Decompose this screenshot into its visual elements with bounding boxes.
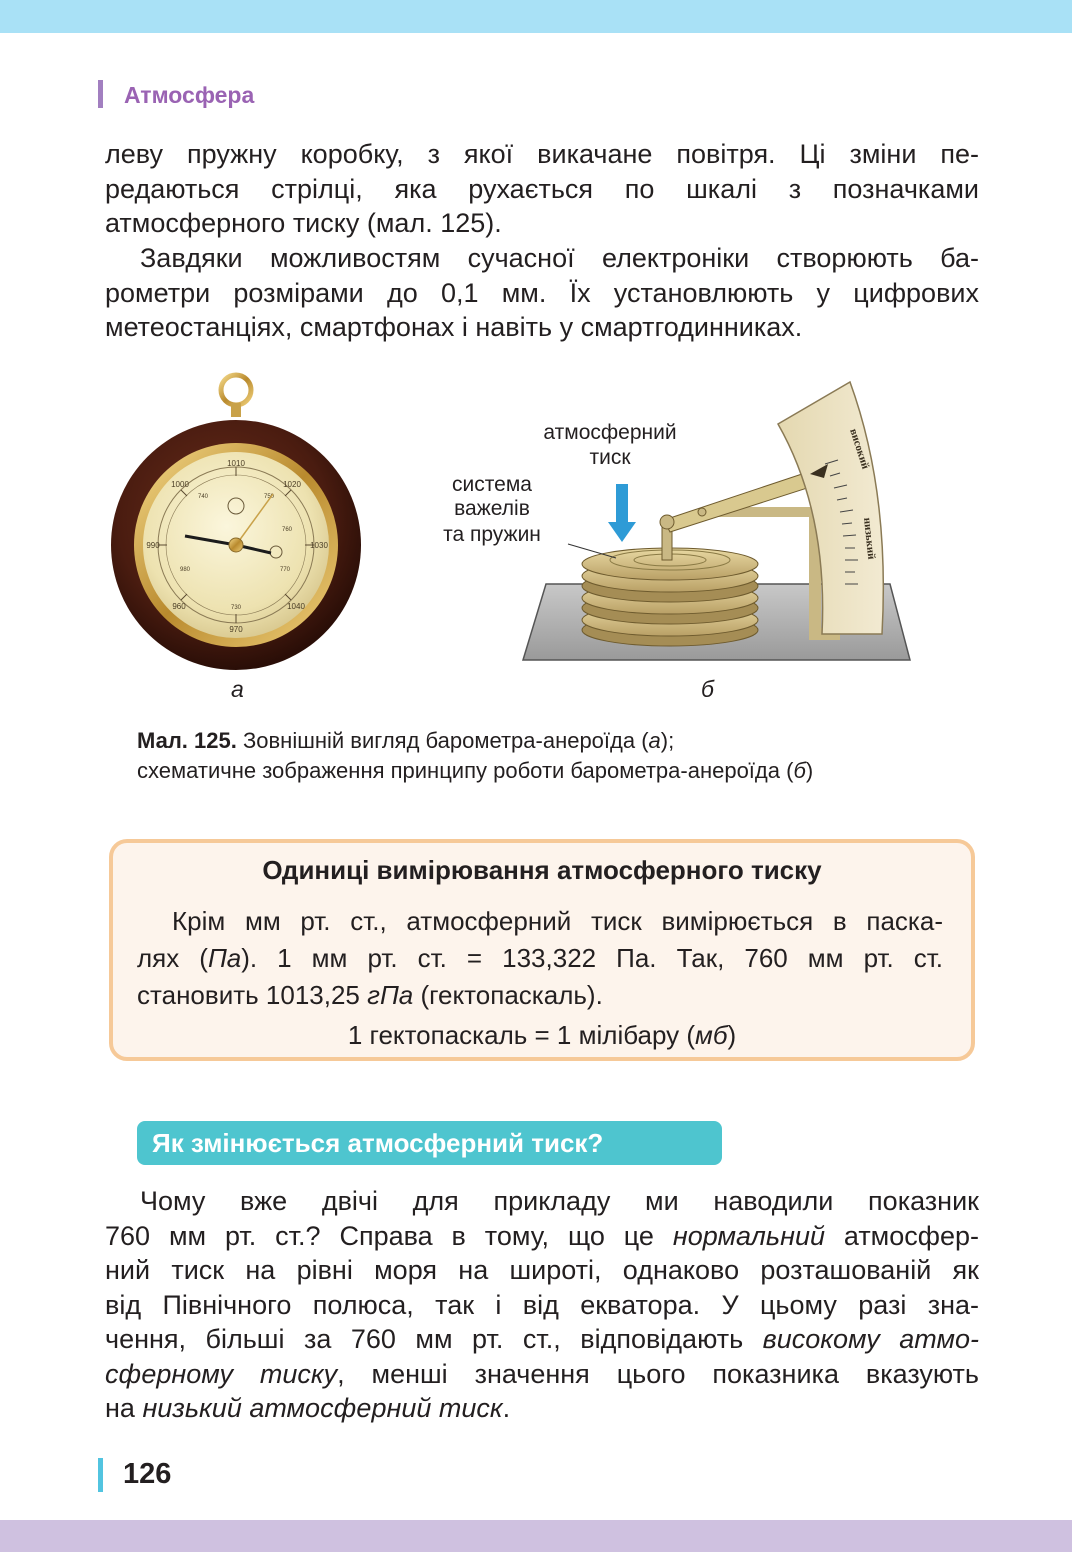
text-line: атмосферного тиску (мал. 125). (105, 208, 502, 238)
dial-number: 990 (146, 541, 160, 550)
bottom-color-band (0, 1520, 1072, 1552)
dial-number: 770 (279, 567, 291, 573)
header-marker (98, 80, 103, 108)
text-italic: гПа (367, 980, 414, 1010)
text-run: , менші значення цього показника вказують (337, 1358, 979, 1389)
text-run: атмосфер- (825, 1220, 980, 1251)
barometer-photo (105, 366, 375, 684)
text-italic: сферному тиску (105, 1358, 338, 1389)
figure-caption (137, 726, 977, 786)
dial-number: 980 (179, 567, 191, 573)
text-run: (гектопаскаль). (413, 980, 603, 1010)
section-heading: Як змінюється атмосферний тиск? (152, 1128, 604, 1158)
text-line: рометри розмірами до 0,1 мм. Їх установлюють у цифрових (105, 277, 979, 308)
info-box-formula (109, 1020, 975, 1051)
text-line: ний тиск на рівні моря на широті, однаково розташованій як (105, 1255, 979, 1285)
label-pointer-line (568, 544, 616, 558)
figure-label-a: а (231, 676, 244, 702)
dial-number: 1000 (171, 480, 189, 489)
label-system: система (452, 473, 532, 496)
paragraph-1 (105, 137, 979, 241)
text-run: 1 гектопаскаль = 1 мілібару ( (347, 1020, 696, 1050)
text-run: на (105, 1393, 143, 1423)
text-run: ). 1 мм рт. ст. = 133,322 Па. Так, 760 мм рт. ст. (241, 943, 943, 973)
text-line: леву пружну коробку, з якої викачане повітря. Ці зміни пе- (105, 139, 979, 169)
top-color-band (0, 0, 1072, 33)
text-line: Завдяки можливостям сучасної електроніки створюють ба- (140, 243, 979, 273)
caption-text: Зовнішній вигляд барометра-анероїда ( (236, 728, 649, 753)
aneroid-scheme (420, 372, 920, 672)
text-italic: мб (695, 1020, 728, 1050)
dial-number: 740 (197, 494, 209, 500)
text-italic: низький атмосферний тиск (142, 1393, 503, 1423)
text-line (137, 977, 943, 1014)
text-run: . (502, 1393, 511, 1423)
dial-number: 1030 (310, 541, 328, 550)
text-line (105, 1219, 979, 1254)
caption-ref-a: а (648, 728, 661, 753)
ring-mount (231, 403, 241, 417)
hanging-ring (221, 375, 251, 405)
text-line: метеостанціях, смартфонах і навіть у смартгодинниках. (105, 312, 803, 342)
dial-number: 1010 (227, 459, 245, 468)
text-run: чення, більші за 760 мм рт. ст., відповідають (105, 1324, 763, 1354)
page-number: 126 (123, 1458, 172, 1490)
text-line (137, 940, 943, 977)
text-line: Крім мм рт. ст., атмосферний тиск вимірюється в паска- (172, 906, 943, 936)
dial-number: 730 (230, 605, 242, 611)
page-number-marker (98, 1458, 103, 1492)
paragraph-2 (105, 241, 979, 345)
text-line: від Північного полюса, так і від екватора. У цьому разі зна- (105, 1289, 979, 1320)
text-line: Чому вже двічі для прикладу ми наводили показник (140, 1186, 979, 1216)
caption-number: Мал. 125. (137, 728, 237, 753)
dial-number: 1040 (287, 602, 305, 611)
scale-label-high: високий (847, 427, 872, 471)
text-line (105, 1357, 979, 1392)
info-box-text (137, 903, 943, 1014)
text-run: 760 мм рт. ст.? Справа в тому, що це (105, 1220, 673, 1251)
text-run: ) (727, 1020, 737, 1050)
text-italic: Па (207, 943, 242, 973)
figure-label-b: б (701, 676, 714, 702)
text-line (105, 1391, 979, 1426)
label-pressure: атмосферний (543, 421, 677, 444)
label-system-3: та пружин (443, 523, 541, 546)
needle-hub (229, 538, 243, 552)
info-box-title: Одиниці вимірювання атмосферного тиску (262, 855, 822, 885)
text-line: редаються стрілці, яка рухається по шкалі з позначками (105, 173, 979, 204)
paragraph-3 (105, 1184, 979, 1426)
label-system-2: важелів (454, 497, 530, 520)
dial-number: 960 (172, 602, 186, 611)
text-run: становить 1013,25 (137, 980, 368, 1010)
caption-text-2: схематичне зображення принципу роботи барометра-анероїда ( (137, 758, 794, 783)
text-line (105, 1322, 979, 1357)
caption-text-2-end: ) (805, 758, 814, 783)
dial-number: 1020 (283, 480, 301, 489)
text-italic: високому атмо- (762, 1324, 979, 1354)
text-run: лях ( (137, 943, 208, 973)
scale-label-low: низький (861, 517, 878, 561)
text-italic: нормальний (672, 1220, 825, 1251)
caption-ref-b: б (793, 758, 806, 783)
pressure-arrow-head (608, 522, 636, 542)
dial-number: 750 (263, 494, 275, 500)
label-pressure-2: тиск (589, 446, 631, 469)
dial-number: 760 (281, 527, 293, 533)
vacuum-box-stack (582, 548, 758, 646)
pressure-arrow-shaft (616, 484, 628, 526)
running-header: Атмосфера (124, 82, 255, 108)
caption-text-end: ); (660, 728, 675, 753)
dial-number: 970 (229, 625, 243, 634)
